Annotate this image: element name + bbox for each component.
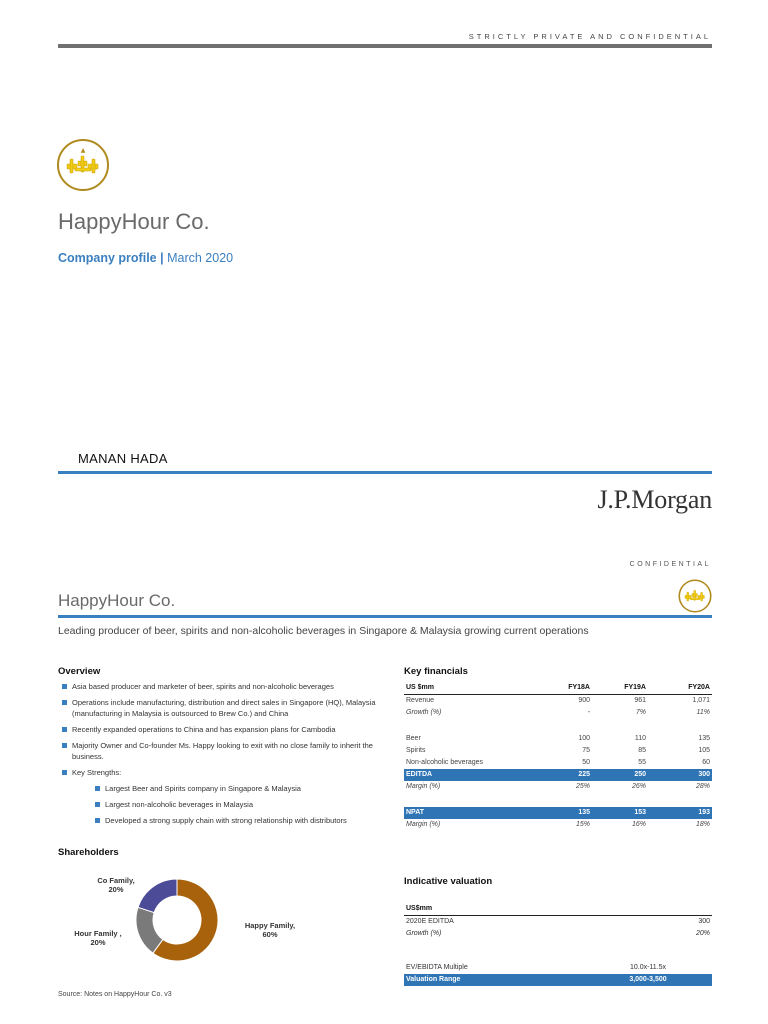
cell: 250: [592, 769, 648, 781]
cell: 110: [634, 735, 646, 742]
row-label: Beer: [406, 735, 421, 742]
cell: 225: [532, 769, 592, 781]
jpmorgan-logo: J.P.Morgan: [597, 485, 712, 514]
cell: 900: [578, 697, 590, 704]
cell: 25%: [575, 783, 590, 790]
table-header-row: [404, 682, 712, 695]
cell: 18%: [695, 821, 710, 828]
strength-item: Largest Beer and Spirits company in Singapore & Malaysia: [58, 783, 394, 794]
table-row: [404, 928, 712, 940]
cell: 135: [532, 807, 592, 819]
pie-label-happy-family: Happy Family, 60%: [244, 921, 296, 939]
row-label: Margin (%): [406, 783, 441, 790]
donut-slice-co-family: [138, 879, 177, 913]
top-divider: [58, 44, 712, 48]
cell: 50: [582, 759, 590, 766]
table-spacer: [404, 793, 712, 807]
table-row: [404, 962, 712, 974]
pie-label-hour-family: Hour Family , 20%: [74, 929, 122, 947]
subtitle-label: Company profile: [58, 251, 157, 265]
slide-tagline: Leading producer of beer, spirits and non-alcoholic beverages in Singapore & Malaysia growing current operations: [58, 625, 589, 637]
cover-subtitle: [58, 251, 233, 265]
shareholders-donut-chart: [135, 878, 219, 962]
author-name: MANAN HADA: [78, 451, 168, 466]
overview-item: Majority Owner and Co-founder Ms. Happy looking to exit with no close family to inherit the business.: [58, 740, 394, 762]
row-label: Valuation Range: [404, 974, 584, 986]
svg-text:▲: ▲: [80, 147, 86, 154]
row-label: EDITDA: [404, 769, 532, 781]
source-note: Source: Notes on HappyHour Co. v3: [58, 991, 172, 998]
column-header: US $mm: [404, 682, 532, 695]
table-row: [404, 733, 712, 745]
row-label: Non-alcoholic beverages: [406, 759, 484, 766]
cell: 7%: [635, 709, 646, 716]
cell: -: [587, 709, 590, 716]
slide-confidential-label: CONFIDENTIAL: [629, 561, 711, 568]
cell: 193: [648, 807, 712, 819]
table-row: [404, 819, 712, 831]
overview-item: Operations include manufacturing, distribution and direct sales in Singapore (HQ), Malaysia (manufacturing in Malaysia is outsourced to Brew Co.) and China: [58, 697, 394, 719]
column-header: FY18A: [532, 682, 592, 695]
pie-label-co-family: Co Family, 20%: [97, 876, 135, 894]
column-header: FY19A: [592, 682, 648, 695]
table-row: [404, 781, 712, 793]
overview-item: Asia based producer and marketer of beer, spirits and non-alcoholic beverages: [58, 681, 394, 692]
cell: 100: [578, 735, 590, 742]
strength-item: Largest non-alcoholic beverages in Malaysia: [58, 799, 394, 810]
row-label: 2020E EDITDA: [406, 918, 454, 925]
table-row: [404, 757, 712, 769]
cell: 16%: [631, 821, 646, 828]
row-label: EV/EBIDTA Multiple: [406, 964, 468, 971]
subtitle-date: March 2020: [167, 251, 234, 265]
cell: 300: [698, 918, 710, 925]
cover-divider: [58, 471, 712, 474]
cell: 60: [702, 759, 710, 766]
cell: 1,071: [692, 697, 710, 704]
slide-company-logo: [678, 579, 712, 613]
shareholders-heading: Shareholders: [58, 847, 119, 858]
row-label: Spirits: [406, 747, 426, 754]
table-row-highlight: [404, 974, 712, 986]
cell: 15%: [575, 821, 590, 828]
key-financials-table: [404, 682, 712, 831]
table-row: [404, 707, 712, 719]
cell: 28%: [695, 783, 710, 790]
cell: 300: [648, 769, 712, 781]
row-label: Growth (%): [406, 709, 442, 716]
slide-title: HappyHour Co.: [58, 591, 176, 610]
table-spacer: [404, 940, 712, 962]
overview-item: Key Strengths:: [58, 767, 394, 778]
cell: 20%: [695, 930, 710, 937]
column-header: FY20A: [648, 682, 712, 695]
table-row-highlight: [404, 807, 712, 819]
company-logo: [56, 138, 110, 192]
cell: 11%: [696, 709, 710, 716]
cell: 75: [582, 747, 590, 754]
valuation-heading: Indicative valuation: [404, 876, 493, 887]
table-row: [404, 745, 712, 757]
valuation-table: [404, 903, 712, 986]
cell: 135: [698, 735, 710, 742]
table-spacer: [404, 719, 712, 733]
cover-title: HappyHour Co.: [58, 209, 210, 234]
table-row-highlight: [404, 769, 712, 781]
row-label: NPAT: [404, 807, 532, 819]
key-financials-heading: Key financials: [404, 666, 468, 677]
cell: 105: [698, 747, 710, 754]
cell: 3,000-3,500: [584, 974, 712, 986]
cell: 26%: [631, 783, 646, 790]
slide-divider: [58, 615, 712, 618]
overview-heading: Overview: [58, 666, 101, 677]
row-label: Growth (%): [406, 930, 442, 937]
unit-label: US$mm: [404, 903, 584, 916]
cell: 85: [638, 747, 646, 754]
cell: 153: [592, 807, 648, 819]
row-label: Margin (%): [406, 821, 441, 828]
cell: 55: [638, 759, 646, 766]
cell: 961: [634, 697, 646, 704]
subtitle-separator: |: [160, 251, 164, 265]
table-row: [404, 695, 712, 708]
overview-list: [58, 681, 394, 831]
strength-item: Developed a strong supply chain with strong relationship with distributors: [58, 815, 394, 826]
table-header-row: [404, 903, 712, 916]
confidential-label: STRICTLY PRIVATE AND CONFIDENTIAL: [468, 32, 711, 41]
overview-item: Recently expanded operations to China and has expansion plans for Cambodia: [58, 724, 394, 735]
row-label: Revenue: [406, 697, 435, 704]
table-row: [404, 916, 712, 929]
cell: 10.0x-11.5x: [629, 964, 667, 971]
